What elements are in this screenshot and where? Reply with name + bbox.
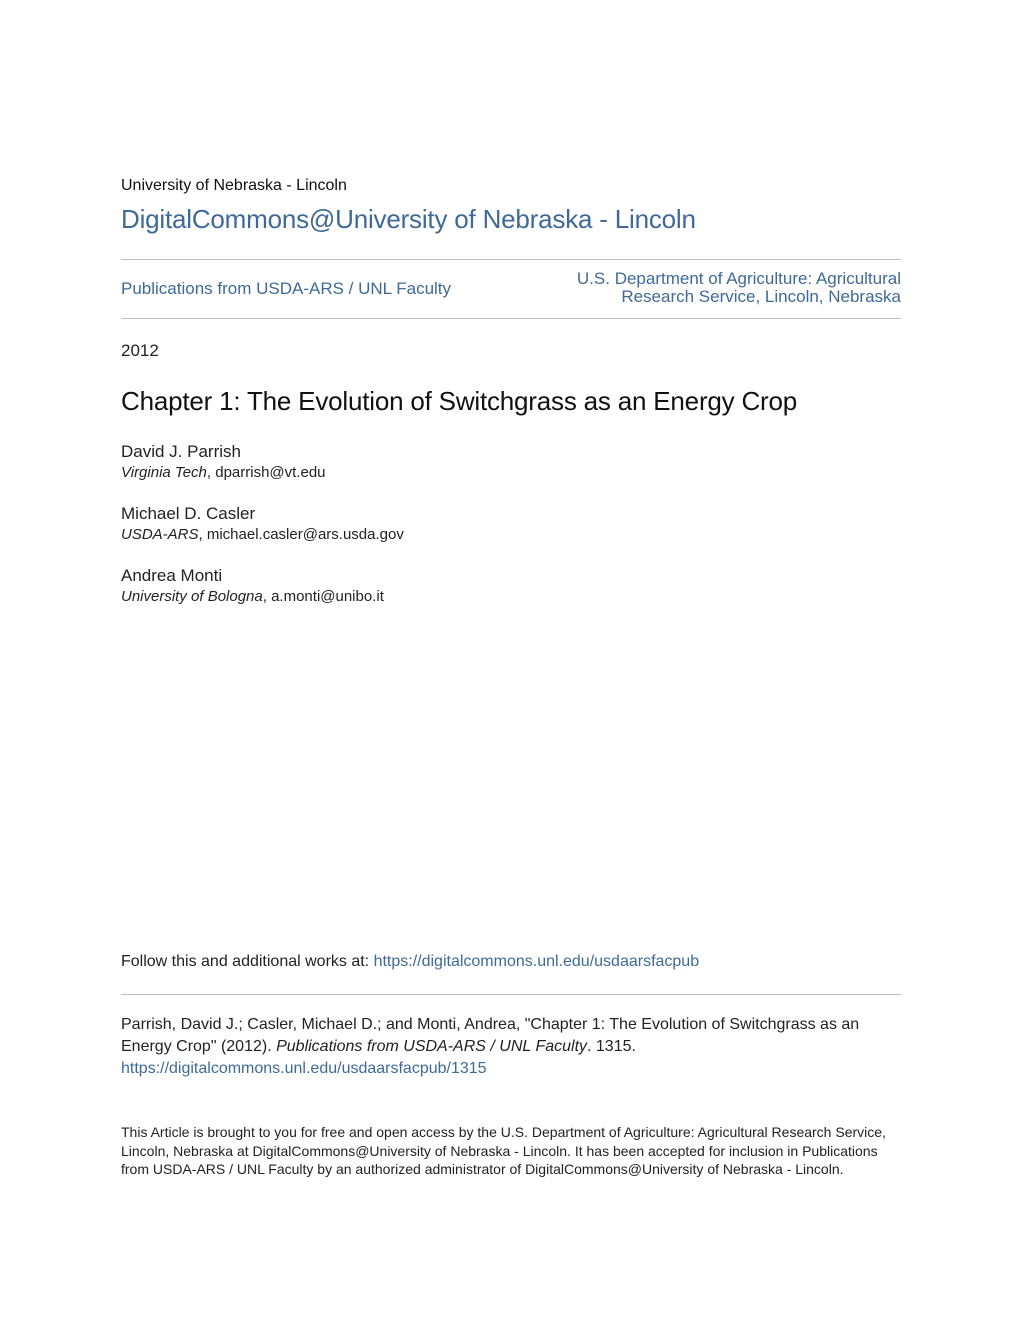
author-affiliation — [121, 524, 404, 546]
citation-link[interactable]: https://digitalcommons.unl.edu/usdaarsfacpub/1315 — [121, 1060, 487, 1077]
author-name: Andrea Monti — [121, 566, 223, 585]
follow-link[interactable]: https://digitalcommons.unl.edu/usdaarsfacpub — [373, 953, 700, 970]
author-name: Michael D. Casler — [121, 504, 256, 523]
author-email: , michael.casler@ars.usda.gov — [198, 526, 404, 543]
affiliation-name: USDA-ARS — [121, 526, 199, 543]
repository-link[interactable]: DigitalCommons@University of Nebraska - Lincoln — [121, 204, 696, 234]
follow-line — [121, 953, 699, 971]
institution-name: University of Nebraska - Lincoln — [121, 177, 347, 194]
citation-text: Parrish, David J.; Casler, Michael D.; and Monti, Andrea, "Chapter 1: The Evolution of Switchgrass as an Energy Crop" (2012). — [121, 1016, 860, 1055]
publication-year: 2012 — [121, 341, 159, 360]
author-affiliation — [121, 586, 384, 608]
author-block — [121, 566, 384, 608]
divider-middle — [121, 318, 901, 319]
department-line-1: U.S. Department of Agriculture: Agricultural — [576, 269, 901, 288]
divider-bottom — [121, 994, 901, 995]
author-block — [121, 442, 326, 484]
affiliation-name: University of Bologna — [121, 588, 263, 605]
access-notice: This Article is brought to you for free and open access by the U.S. Department of Agriculture: Agricultural Research Service, Lincoln, Nebraska at DigitalCommons@University of Nebraska - Lincoln. It has been accepted for inclusion in Publications from USDA-ARS / UNL Faculty by an authorized administrator of DigitalCommons@University of Nebraska - Lincoln. — [121, 1124, 886, 1177]
affiliation-name: Virginia Tech — [121, 464, 207, 481]
author-name: David J. Parrish — [121, 442, 241, 461]
citation-number: . 1315. — [587, 1038, 636, 1055]
follow-text: Follow this and additional works at: — [121, 953, 374, 970]
author-email: , dparrish@vt.edu — [206, 464, 326, 481]
recommended-citation — [121, 1014, 901, 1080]
series-link[interactable]: Publications from USDA-ARS / UNL Faculty — [121, 279, 452, 298]
author-affiliation — [121, 462, 326, 484]
article-title: Chapter 1: The Evolution of Switchgrass as an Energy Crop — [121, 386, 798, 416]
department-line-2: Research Service, Lincoln, Nebraska — [621, 287, 901, 306]
divider-top — [121, 259, 901, 260]
department-link[interactable] — [501, 270, 901, 306]
citation-series: Publications from USDA-ARS / UNL Faculty — [276, 1038, 588, 1055]
author-email: , a.monti@unibo.it — [262, 588, 384, 605]
author-block — [121, 504, 404, 546]
